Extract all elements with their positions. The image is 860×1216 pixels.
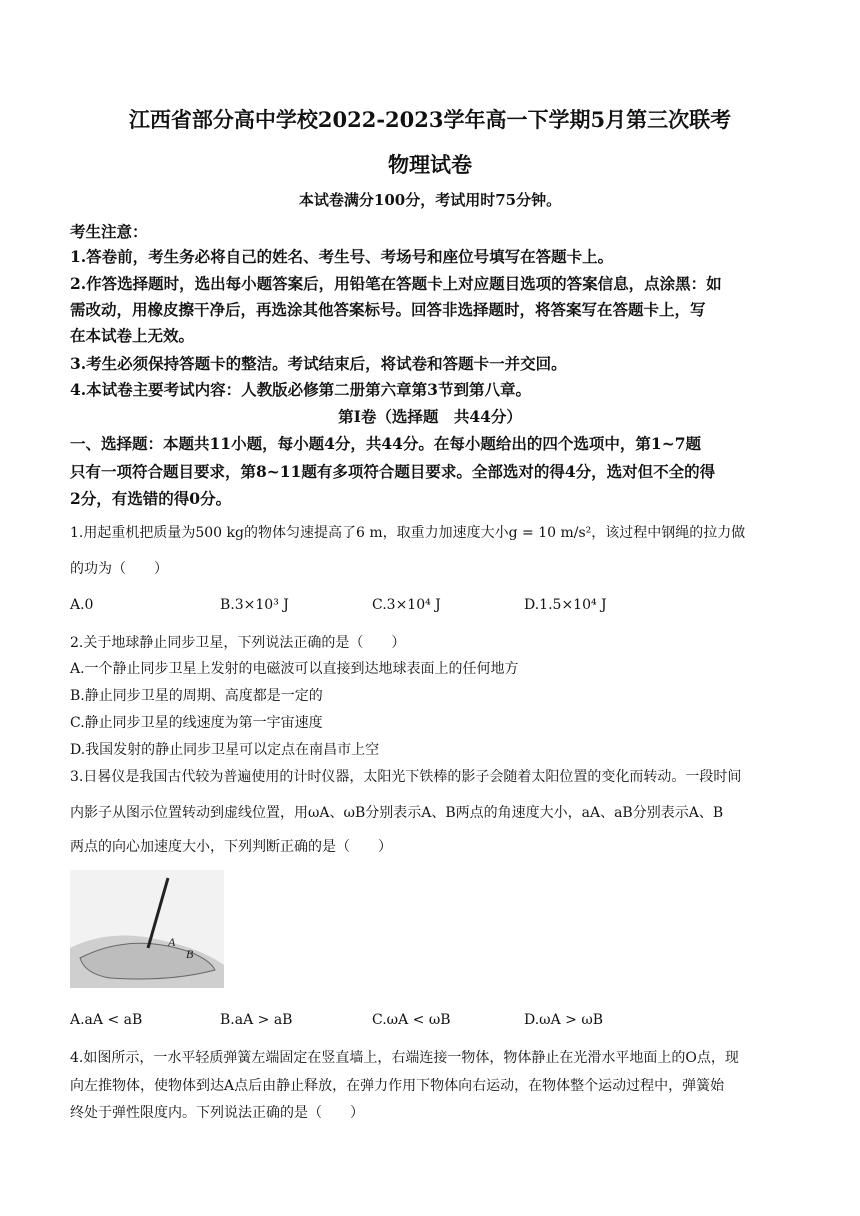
question-4-stem: 向左推物体，使物体到达A点后由静止释放，在弹力作用下物体向右运动，在物体整个运动过程中，弹簧始 (70, 1078, 725, 1094)
note-line: 在本试卷上无效。 (70, 326, 195, 345)
sundial-figure (70, 870, 224, 988)
note-line: 2.作答选择题时，选出每小题答案后，用铅笔在答题卡上对应题目选项的答案信息，点涂黑：如 (70, 274, 722, 293)
question-1-stem: 1.用起重机把质量为500 kg的物体匀速提高了6 m，取重力加速度大小g = 10 m/s²，该过程中钢绳的拉力做 (70, 525, 746, 541)
figure-label-a: A (168, 935, 176, 949)
question-3-stem: 两点的向心加速度大小，下列判断正确的是（ ） (70, 839, 392, 855)
exam-title: 江西省部分高中学校2022-2023学年高一下学期5月第三次联考 (128, 107, 732, 132)
section-title: 第Ⅰ卷（选择题 共44分） (338, 407, 522, 426)
q2-option-b: B.静止同步卫星的周期、高度都是一定的 (70, 688, 323, 704)
figure-label-b: B (186, 947, 194, 961)
question-3-stem: 3.日晷仪是我国古代较为普遍使用的计时仪器，太阳光下铁棒的影子会随着太阳位置的变化而转动。一段时间 (70, 769, 742, 785)
question-3-stem: 内影子从图示位置转动到虚线位置，用ωA、ωB分别表示A、B两点的角速度大小，aA、aB分别表示A、B (70, 805, 724, 821)
q1-option-a: A.0 (70, 597, 94, 613)
q2-option-c: C.静止同步卫星的线速度为第一宇宙速度 (70, 715, 323, 731)
question-1-stem: 的功为（ ） (70, 561, 168, 577)
notes-heading: 考生注意： (70, 222, 148, 241)
note-line: 4.本试卷主要考试内容：人教版必修第二册第六章第3节到第八章。 (70, 380, 531, 399)
q2-option-d: D.我国发射的静止同步卫星可以定点在南昌市上空 (70, 742, 380, 758)
section-instruction: 一、选择题：本题共11小题，每小题4分，共44分。在每小题给出的四个选项中，第1~7题 (70, 434, 701, 453)
q3-option-b: B.aA > aB (220, 1012, 293, 1028)
q3-option-c: C.ωA < ωB (372, 1012, 451, 1028)
question-4-stem: 4.如图所示，一水平轻质弹簧左端固定在竖直墙上，右端连接一物体，物体静止在光滑水平地面上的O点，现 (70, 1050, 739, 1066)
question-4-stem: 终处于弹性限度内。下列说法正确的是（ ） (70, 1105, 364, 1121)
note-line: 3.考生必须保持答题卡的整洁。考试结束后，将试卷和答题卡一并交回。 (70, 354, 567, 373)
q3-option-d: D.ωA > ωB (524, 1012, 604, 1028)
section-instruction: 只有一项符合题目要求，第8~11题有多项符合题目要求。全部选对的得4分，选对但不全的得 (70, 462, 716, 481)
q1-option-c: C.3×10⁴ J (372, 597, 441, 613)
section-instruction: 2分，有选错的得0分。 (70, 489, 232, 508)
q1-option-b: B.3×10³ J (220, 597, 289, 613)
note-line: 需改动，用橡皮擦干净后，再选涂其他答案标号。回答非选择题时，将答案写在答题卡上，写 (70, 300, 706, 319)
q1-option-d: D.1.5×10⁴ J (524, 597, 607, 613)
q3-option-a: A.aA < aB (70, 1012, 143, 1028)
subject-title: 物理试卷 (388, 152, 472, 177)
exam-info: 本试卷满分100分，考试用时75分钟。 (298, 191, 562, 209)
question-2-stem: 2.关于地球静止同步卫星，下列说法正确的是（ ） (70, 635, 406, 651)
q2-option-a: A.一个静止同步卫星上发射的电磁波可以直接到达地球表面上的任何地方 (70, 661, 519, 677)
note-line: 1.答卷前，考生务必将自己的姓名、考生号、考场号和座位号填写在答题卡上。 (70, 247, 614, 266)
